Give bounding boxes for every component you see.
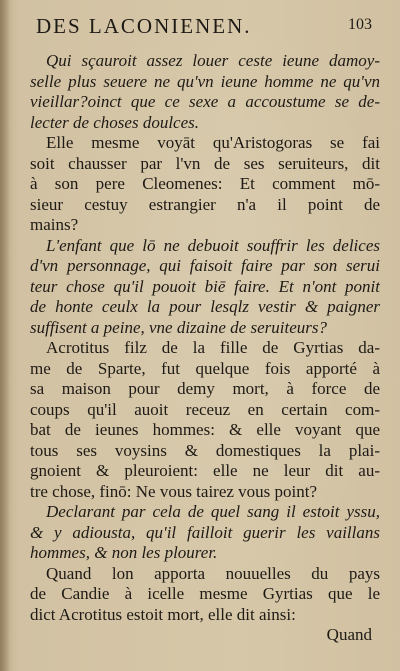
text-line: dict Acrotitus estoit mort, elle dit ainsi: <box>30 604 296 624</box>
text-line: suffisent a peine, vne dizaine de seruiteurs? <box>30 317 327 337</box>
text-line: coups qu'il auoit receuz en certain com- <box>30 399 380 419</box>
text-line: lecter de choses doulces. <box>30 112 199 132</box>
text-line: teur chose qu'il pouoit biē faire. Et n'ont ponit <box>30 276 380 296</box>
text-line: sa maison pour demy mort, à force de <box>30 379 380 398</box>
text-line: bat de ieunes hommes: & elle voyant que <box>30 420 380 439</box>
text-line: me de Sparte, fut quelque fois apporté à <box>30 358 380 378</box>
page-gutter-shadow <box>0 0 10 671</box>
text-line: gnoient & pleuroient: elle ne leur dit au- <box>30 461 380 480</box>
text-line: sieur cestuy estrangier n'a il point de <box>30 194 380 214</box>
text-line: L'enfant que lō ne debuoit souffrir les delices <box>46 235 380 255</box>
page-number: 103 <box>348 16 372 33</box>
text-line: d'vn personnage, qui faisoit faire par son serui <box>30 256 380 275</box>
text-line: hommes, & non les plourer. <box>30 543 218 562</box>
body-text <box>30 51 380 625</box>
text-line: & y adiousta, qu'il failloit guerir les vaillans <box>30 522 380 542</box>
text-line: Declarant par cela de quel sang il estoit yssu, <box>46 502 380 521</box>
text-line: soit chausser par l'vn de ses seruiteurs, dit <box>30 153 380 173</box>
catchword: Quand <box>326 625 372 644</box>
text-line: Quand lon apporta nouuelles du pays <box>46 563 380 583</box>
text-line: selle plus seuere ne qu'vn ieune homme ne qu'vn <box>30 71 380 91</box>
running-head: DES LACONIENEN. <box>36 14 252 38</box>
text-line: de honte ceulx la pour lesqlz vestir & paigner <box>30 297 380 316</box>
text-line: tous ses voysins & domestiques la plai- <box>30 440 380 460</box>
text-line: Elle mesme voyāt qu'Aristogoras se fai <box>46 133 380 152</box>
text-line: mains? <box>30 215 79 234</box>
text-line: tre chose, finō: Ne vous tairez vous point? <box>30 481 318 501</box>
text-line: à son pere Cleomenes: Et comment mō- <box>30 174 380 193</box>
text-line: Qui sçauroit assez louer ceste ieune damoy- <box>46 51 380 70</box>
text-line: vieillar?oinct que ce sexe a accoustume se de- <box>30 92 380 111</box>
text-line: de Candie à icelle mesme Gyrtias que le <box>30 584 380 603</box>
page-header <box>30 14 380 42</box>
text-line: Acrotitus filz de la fille de Gyrtias da- <box>46 338 380 357</box>
